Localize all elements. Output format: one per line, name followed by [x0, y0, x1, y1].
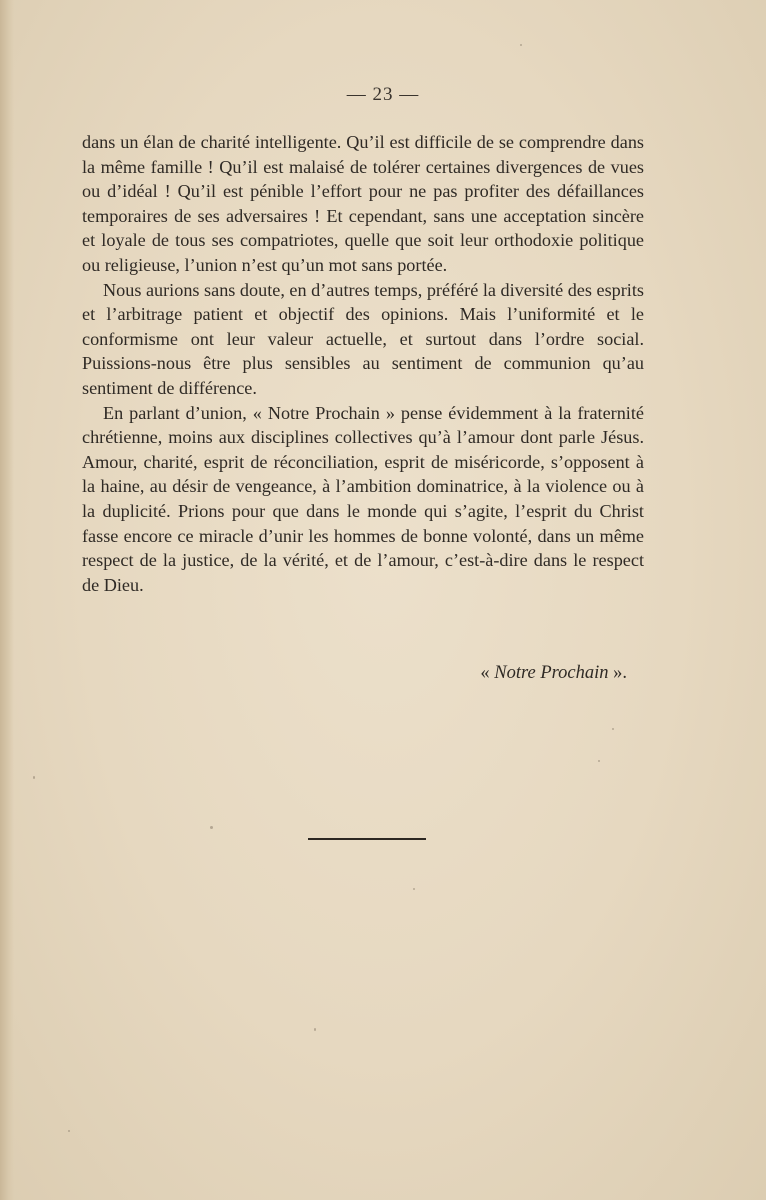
paper-speck — [68, 1130, 70, 1132]
signature — [0, 663, 627, 684]
page-binding-edge — [0, 0, 14, 1200]
signature-name: Notre Prochain — [494, 663, 609, 683]
article-body — [82, 130, 644, 597]
paper-speck — [598, 760, 600, 762]
section-divider-rule — [308, 838, 426, 840]
paper-speck — [210, 826, 213, 829]
signature-close-quote: ». — [608, 663, 627, 683]
paper-speck — [612, 728, 614, 730]
paper-speck — [413, 888, 415, 890]
page-number: — 23 — — [346, 84, 420, 105]
paper-speck — [314, 1028, 316, 1031]
paper-speck — [33, 776, 35, 779]
paragraph-2: Nous aurions sans doute, en d’autres temps, préféré la diversité des esprits et l’arbitrage patient et objectif des opinions. Mais l’uniformité et le conformisme ont leur valeur actuelle, et surtout dans l’ordre social. Puissions-nous être plus sensibles au sentiment de communion qu’au sentiment de différence. — [82, 279, 644, 398]
paragraph-1: dans un élan de charité intelligente. Qu’il est difficile de se comprendre dans la même famille ! Qu’il est malaisé de tolérer certaines divergences de vues ou d’idéal ! Qu’il est pénible l’effort pour ne pas profiter des défaillances temporaires de ses adversaires ! Et cependant, sans une acceptation sincère et loyale de tous ses compatriotes, quelle que soit leur orthodoxie politique ou religieuse, l’union n’est qu’un mot sans portée. — [82, 132, 644, 275]
paper-speck — [520, 44, 522, 46]
signature-open-quote: « — [480, 663, 495, 683]
paragraph-3: En parlant d’union, « Notre Prochain » pense évidemment à la fraternité chrétienne, moins aux disciplines collectives qu’à l’amour dont parle Jésus. Amour, charité, esprit de réconciliation, esprit de miséricorde, s’opposent à la haine, au désir de vengeance, à l’ambition dominatrice, à la violence ou à la duplicité. Prions pour que dans le monde qui s’agite, l’esprit du Christ fasse encore ce miracle d’unir les hommes de bonne volonté, dans un même respect de la justice, de la vérité, et de l’amour, c’est-à-dire dans le respect de Dieu. — [82, 402, 644, 595]
